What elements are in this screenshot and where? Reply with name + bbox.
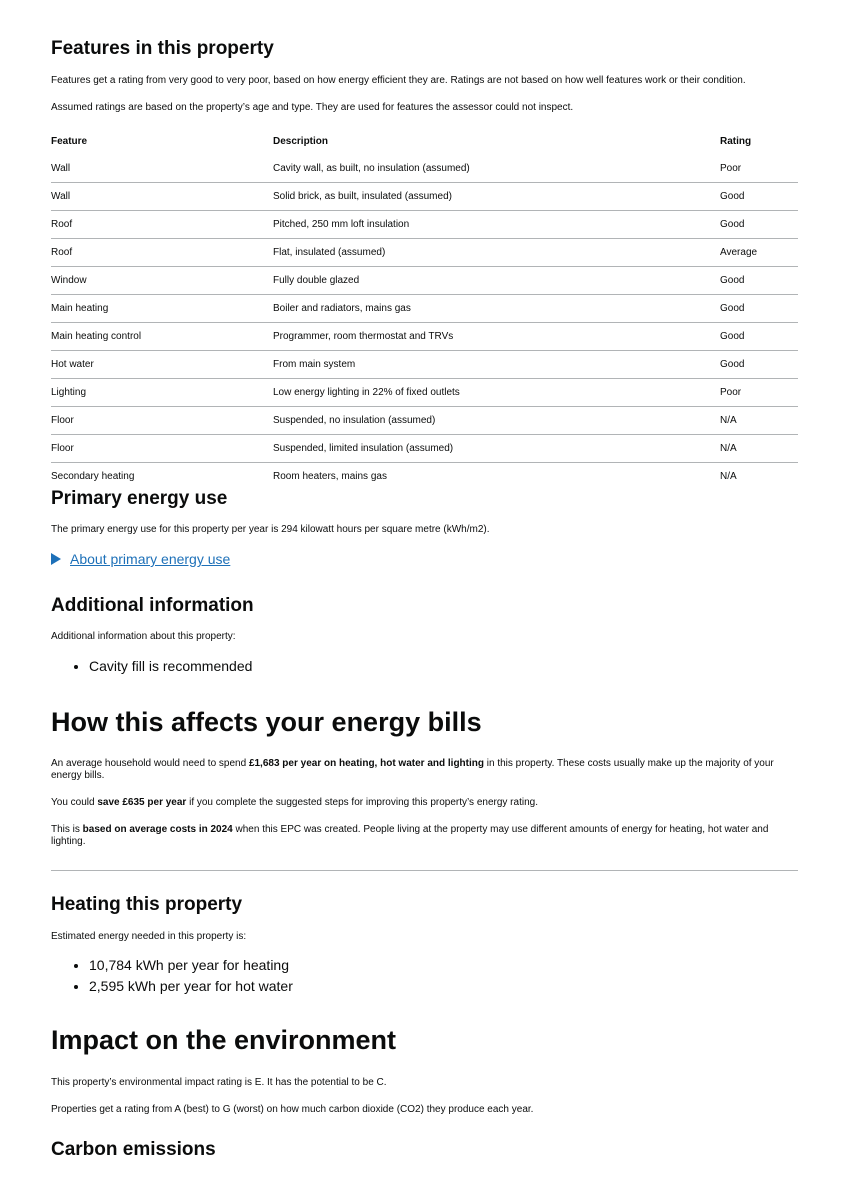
- description-cell: Low energy lighting in 22% of fixed outlets: [273, 387, 460, 398]
- description-cell: Suspended, no insulation (assumed): [273, 415, 436, 426]
- primary-energy-details[interactable]: [51, 551, 230, 567]
- list-item: • 2,595 kWh per year for hot water: [89, 976, 293, 997]
- energy-bills-heading: How this affects your energy bills: [51, 707, 482, 737]
- table-row: [51, 295, 798, 323]
- column-header-description: Description: [273, 136, 329, 147]
- environment-paragraph-1: This property’s environmental impact rating is E. It has the potential to be C.: [51, 1077, 387, 1088]
- description-cell: Programmer, room thermostat and TRVs: [273, 331, 454, 342]
- column-header-rating: Rating: [720, 136, 752, 147]
- section-divider: [51, 870, 798, 871]
- feature-cell: Lighting: [51, 387, 87, 398]
- feature-cell: Hot water: [51, 359, 94, 370]
- description-cell: Fully double glazed: [273, 275, 360, 286]
- rating-cell: Good: [720, 359, 745, 370]
- rating-cell: Good: [720, 275, 745, 286]
- feature-cell: Secondary heating: [51, 471, 135, 482]
- table-row: [51, 239, 798, 267]
- energy-bills-paragraph-2: You could save £635 per year if you complete the suggested steps for improving this property’s energy rating.: [51, 797, 538, 808]
- energy-bills-paragraph-1: An average household would need to spend £1,683 per year on heating, hot water and lighting in this property. These costs usually make up the majority of your energy bills.: [51, 758, 774, 781]
- description-cell: Pitched, 250 mm loft insulation: [273, 219, 410, 230]
- features-table: [51, 128, 798, 490]
- environment-paragraph-2: Properties get a rating from A (best) to G (worst) on how much carbon dioxide (CO2) they produce each year.: [51, 1104, 534, 1115]
- table-row: [51, 379, 798, 407]
- additional-info-intro: Additional information about this property:: [51, 631, 236, 642]
- feature-cell: Wall: [51, 163, 71, 174]
- primary-energy-heading: Primary energy use: [51, 488, 228, 509]
- rating-cell: Poor: [720, 163, 742, 174]
- feature-cell: Roof: [51, 247, 73, 258]
- feature-cell: Main heating: [51, 303, 109, 314]
- table-row: [51, 463, 798, 491]
- rating-cell: Good: [720, 303, 745, 314]
- features-intro-2: Assumed ratings are based on the property’s age and type. They are used for features the assessor could not inspect.: [51, 102, 574, 113]
- table-row: [51, 267, 798, 295]
- description-cell: Cavity wall, as built, no insulation (assumed): [273, 163, 470, 174]
- features-heading: Features in this property: [51, 38, 274, 59]
- about-primary-energy-link[interactable]: About primary energy use: [70, 551, 231, 567]
- feature-cell: Floor: [51, 443, 74, 454]
- description-cell: Boiler and radiators, mains gas: [273, 303, 411, 314]
- additional-info-list: [51, 656, 252, 677]
- feature-cell: Floor: [51, 415, 74, 426]
- table-row: [51, 435, 798, 463]
- description-cell: Flat, insulated (assumed): [273, 247, 386, 258]
- table-row: [51, 323, 798, 351]
- description-cell: Room heaters, mains gas: [273, 471, 387, 482]
- rating-cell: Good: [720, 191, 745, 202]
- features-intro-1: Features get a rating from very good to very poor, based on how energy efficient they are. Ratings are not based on how well features work or their condition.: [51, 75, 746, 86]
- heating-list: [51, 955, 293, 997]
- rating-cell: N/A: [720, 415, 737, 426]
- list-item: • Cavity fill is recommended: [89, 656, 252, 677]
- environment-heading: Impact on the environment: [51, 1025, 397, 1055]
- table-row: [51, 407, 798, 435]
- table-row: [51, 351, 798, 379]
- column-header-feature: Feature: [51, 136, 88, 147]
- rating-cell: N/A: [720, 443, 737, 454]
- description-cell: From main system: [273, 359, 356, 370]
- rating-cell: Good: [720, 331, 745, 342]
- feature-cell: Main heating control: [51, 331, 142, 342]
- feature-cell: Wall: [51, 191, 71, 202]
- carbon-emissions-heading: Carbon emissions: [51, 1139, 216, 1160]
- heating-heading: Heating this property: [51, 894, 243, 915]
- table-header-row: [51, 128, 798, 155]
- table-row: [51, 211, 798, 239]
- rating-cell: N/A: [720, 471, 737, 482]
- list-item: • 10,784 kWh per year for heating: [89, 955, 293, 976]
- description-cell: Solid brick, as built, insulated (assumed): [273, 191, 452, 202]
- heating-intro: Estimated energy needed in this property is:: [51, 931, 247, 942]
- rating-cell: Poor: [720, 387, 742, 398]
- additional-info-heading: Additional information: [51, 595, 254, 616]
- rating-cell: Average: [720, 247, 758, 258]
- feature-cell: Window: [51, 275, 87, 286]
- description-cell: Suspended, limited insulation (assumed): [273, 443, 454, 454]
- table-row: [51, 183, 798, 211]
- triangle-right-icon: [51, 553, 61, 565]
- primary-energy-text: The primary energy use for this property per year is 294 kilowatt hours per square metre (kWh/m2).: [51, 524, 490, 535]
- energy-bills-paragraph-3: This is based on average costs in 2024 when this EPC was created. People living at the property may use different amounts of energy for heating, hot water and lighting.: [51, 824, 769, 847]
- table-row: [51, 155, 798, 183]
- feature-cell: Roof: [51, 219, 73, 230]
- rating-cell: Good: [720, 219, 745, 230]
